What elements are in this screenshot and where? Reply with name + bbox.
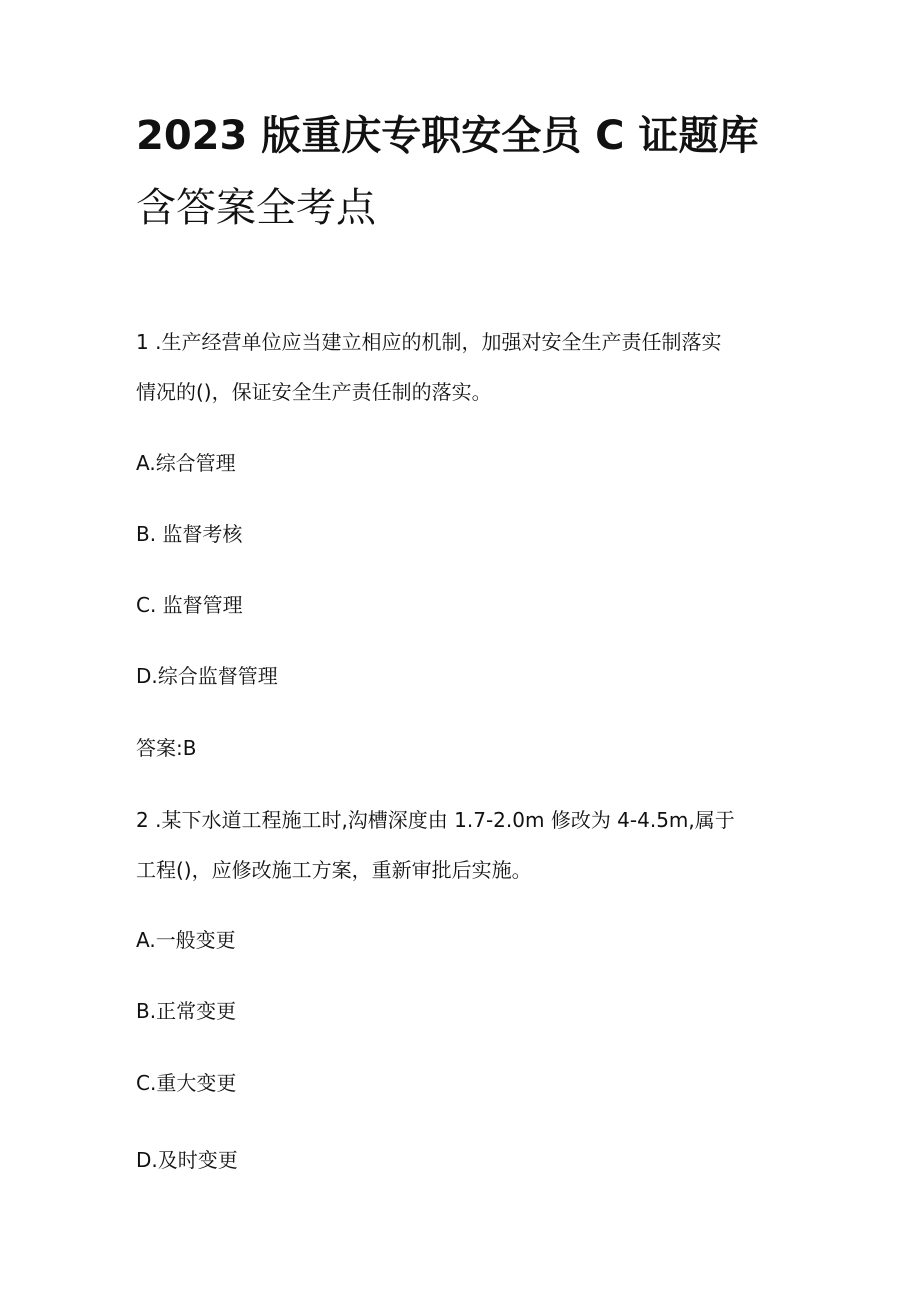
question-2-option-c: C.重大变更 (136, 1071, 237, 1095)
question-2-option-b: B.正常变更 (136, 999, 237, 1023)
question-1-option-a: A.综合管理 (136, 451, 236, 475)
document-title-line-2: 含答案全考点 (136, 185, 376, 231)
question-2-stem-line-1: 2 .某下水道工程施工时,沟槽深度由 1.7-2.0m 修改为 4-4.5m,属于 (136, 808, 735, 832)
question-1-stem-line-1: 1 .生产经营单位应当建立相应的机制，加强对安全生产责任制落实 (136, 330, 722, 354)
question-1-answer: 答案:B (136, 736, 197, 760)
question-1-stem-line-2: 情况的()，保证安全生产责任制的落实。 (136, 380, 492, 404)
question-1-option-c: C. 监督管理 (136, 593, 243, 617)
question-1-option-b: B. 监督考核 (136, 522, 243, 546)
question-1-option-d: D.综合监督管理 (136, 664, 278, 688)
question-2-option-a: A.一般变更 (136, 928, 236, 952)
question-2-stem-line-2: 工程()，应修改施工方案，重新审批后实施。 (136, 858, 532, 882)
question-2-option-d: D.及时变更 (136, 1148, 238, 1172)
document-title-line-1: 2023 版重庆专职安全员 C 证题库 (136, 113, 759, 159)
